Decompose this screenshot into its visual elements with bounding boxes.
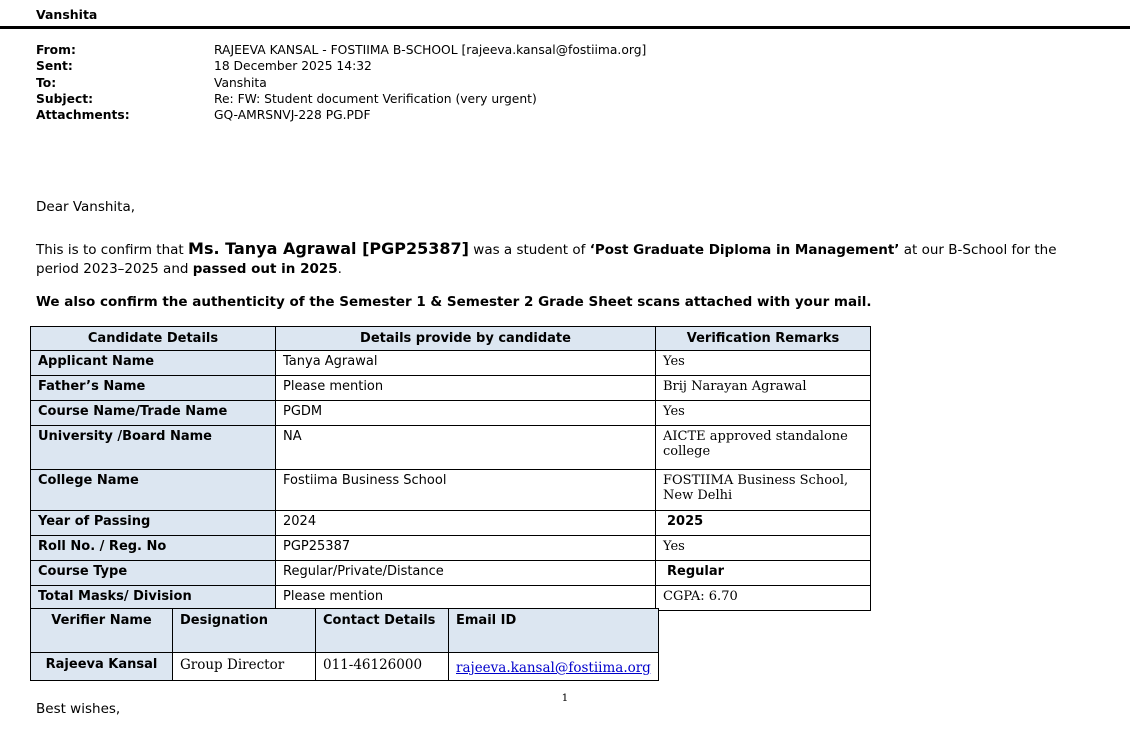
para1-text-4: . — [337, 261, 342, 277]
verifier-name-value: Rajeeva Kansal — [31, 653, 173, 681]
row-remark-applicant-name: Yes — [656, 351, 871, 376]
page-number: 1 — [561, 692, 569, 704]
para1-text-3: at our B-School for the period 2023–2025 and — [36, 242, 1057, 277]
meta-row-from — [36, 42, 1096, 58]
row-remark-roll-no: Yes — [656, 536, 871, 561]
salutation: Dear Vanshita, — [36, 199, 136, 215]
meta-row-sent — [36, 58, 1096, 74]
attachment-file-name[interactable]: GQ-AMRSNVJ-228 PG.PDF — [214, 108, 371, 123]
verifier-header-email-id: Email ID — [449, 609, 659, 653]
header-recipient-name: Vanshita — [36, 7, 98, 22]
authenticity-paragraph: We also confirm the authenticity of the Semester 1 & Semester 2 Grade Sheet scans attached with your mail. — [36, 294, 872, 310]
table-row — [31, 470, 871, 511]
verifier-row — [31, 653, 659, 681]
row-value-year-of-passing: 2024 — [276, 511, 656, 536]
meta-label-subject: Subject: — [36, 91, 94, 106]
verifier-header-designation: Designation — [173, 609, 316, 653]
row-remark-course-type: Regular — [656, 561, 871, 586]
verifier-table — [30, 608, 659, 681]
row-remark-fathers-name: Brij Narayan Agrawal — [656, 376, 871, 401]
meta-label-sent: Sent: — [36, 59, 73, 74]
row-label-course-name: Course Name/Trade Name — [31, 401, 276, 426]
row-label-applicant-name: Applicant Name — [31, 351, 276, 376]
meta-label-from: From: — [36, 43, 76, 57]
row-value-university-name: NA — [276, 426, 656, 470]
table-row — [31, 376, 871, 401]
verifier-designation-value: Group Director — [173, 653, 316, 681]
row-value-course-name: PGDM — [276, 401, 656, 426]
row-label-total-marks: Total Masks/ Division — [31, 586, 276, 611]
mail-metadata — [36, 42, 1096, 123]
verification-details-table — [30, 326, 871, 611]
verifier-email-cell[interactable] — [449, 653, 659, 681]
verifier-header-contact-details: Contact Details — [316, 609, 449, 653]
row-label-year-of-passing: Year of Passing — [31, 511, 276, 536]
table-row — [31, 511, 871, 536]
header-divider — [0, 26, 1130, 29]
para1-text-2: was a student of — [468, 242, 590, 258]
table-row — [31, 536, 871, 561]
meta-row-subject — [36, 91, 1096, 107]
meta-label-to: To: — [36, 75, 57, 90]
meta-label-attachments: Attachments: — [36, 108, 130, 123]
row-label-course-type: Course Type — [31, 561, 276, 586]
row-label-university-name: University /Board Name — [31, 426, 276, 470]
meta-row-to — [36, 75, 1096, 91]
confirmation-paragraph — [36, 239, 1066, 279]
meta-value-subject: Re: FW: Student document Verification (very urgent) — [214, 91, 537, 106]
table-row — [31, 401, 871, 426]
table-header-verification-remarks: Verification Remarks — [656, 327, 871, 351]
verifier-header-row — [31, 609, 659, 653]
table-row — [31, 426, 871, 470]
student-name-highlight: Ms. Tanya Agrawal [PGP25387] — [188, 239, 469, 258]
meta-value-sent: 18 December 2025 14:32 — [214, 59, 372, 74]
row-value-college-name: Fostiima Business School — [276, 470, 656, 511]
row-value-total-marks: Please mention — [276, 586, 656, 611]
row-remark-college-name: FOSTIIMA Business School, New Delhi — [656, 470, 871, 511]
row-remark-year-of-passing: 2025 — [656, 511, 871, 536]
row-remark-university-name: AICTE approved standalone college — [656, 426, 871, 470]
meta-value-from: RAJEEVA KANSAL - FOSTIIMA B-SCHOOL [rajeeva.kansal@fostiima.org] — [214, 43, 647, 57]
table-row — [31, 561, 871, 586]
verifier-contact-value: 011-46126000 — [316, 653, 449, 681]
verifier-header-name: Verifier Name — [31, 609, 173, 653]
row-remark-course-name: Yes — [656, 401, 871, 426]
table-row — [31, 586, 871, 611]
closing-text: Best wishes, — [36, 701, 121, 717]
table-row — [31, 351, 871, 376]
table-header-candidate-details: Candidate Details — [31, 327, 276, 351]
row-remark-total-marks: CGPA: 6.70 — [656, 586, 871, 611]
program-name: ‘Post Graduate Diploma in Management’ — [589, 242, 900, 258]
meta-row-attachments — [36, 107, 1096, 123]
row-value-applicant-name: Tanya Agrawal — [276, 351, 656, 376]
para1-text-1: This is to confirm that — [36, 242, 189, 258]
passed-out-year: passed out in 2025 — [192, 261, 338, 277]
row-label-roll-no: Roll No. / Reg. No — [31, 536, 276, 561]
row-label-fathers-name: Father’s Name — [31, 376, 276, 401]
table-header-details-provided: Details provide by candidate — [276, 327, 656, 351]
row-value-fathers-name: Please mention — [276, 376, 656, 401]
meta-value-to: Vanshita — [214, 75, 267, 90]
verifier-email-link[interactable]: rajeeva.kansal@fostiima.org — [456, 660, 651, 676]
table-header-row — [31, 327, 871, 351]
row-label-college-name: College Name — [31, 470, 276, 511]
row-value-roll-no: PGP25387 — [276, 536, 656, 561]
row-value-course-type: Regular/Private/Distance — [276, 561, 656, 586]
